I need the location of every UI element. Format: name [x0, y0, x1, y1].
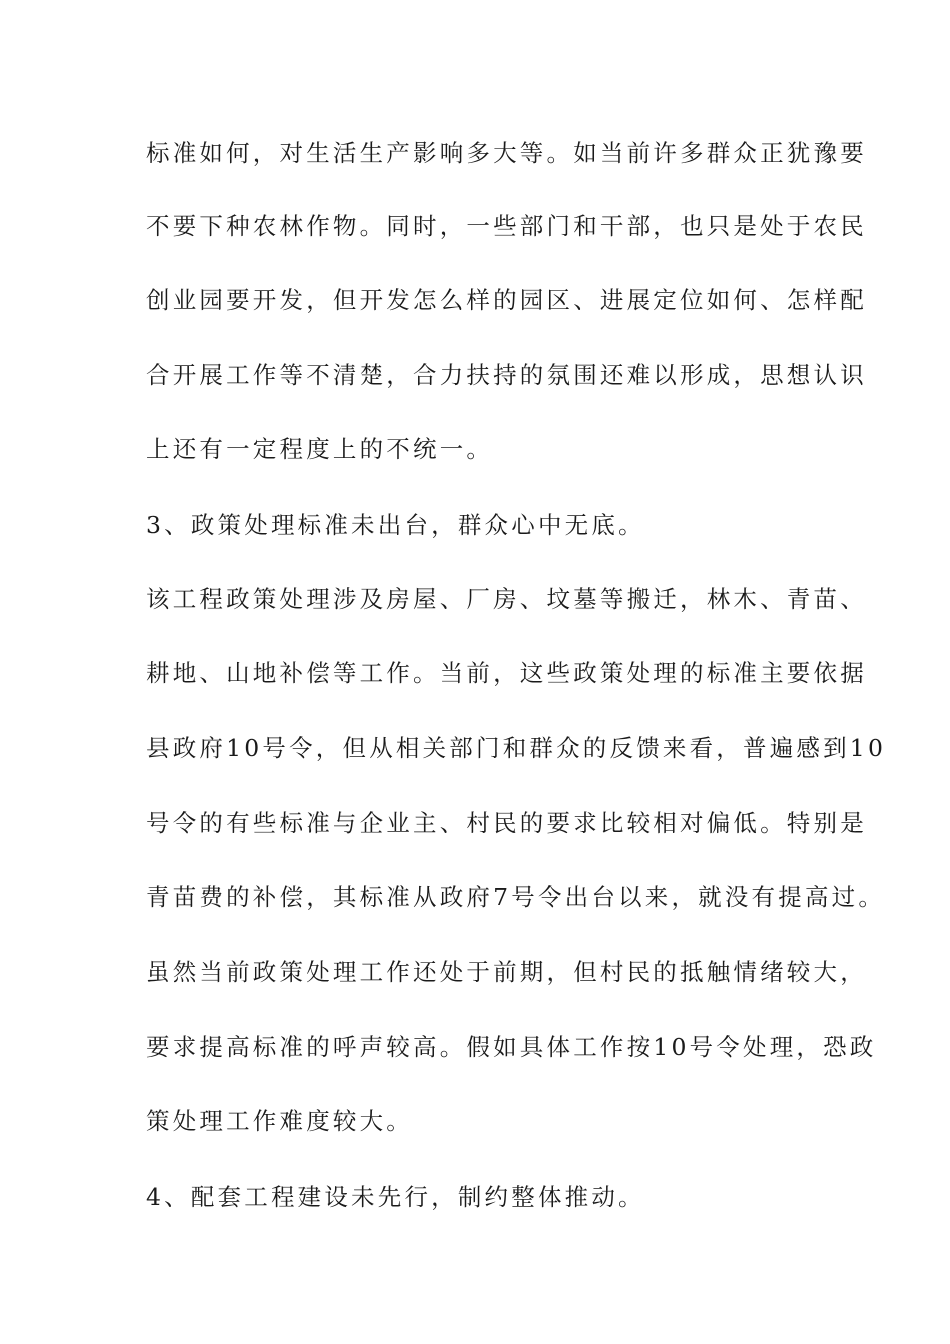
paragraph-line: 创业园要开发，但开发怎么样的园区、进展定位如何、怎样配	[146, 286, 867, 314]
paragraph-line: 虽然当前政策处理工作还处于前期，但村民的抵触情绪较大，	[146, 958, 867, 986]
paragraph-line: 要求提高标准的呼声较高。假如具体工作按10号令处理，恐政	[146, 1033, 877, 1061]
paragraph-line: 策处理工作难度较大。	[146, 1107, 413, 1135]
paragraph-line: 耕地、山地补偿等工作。当前，这些政策处理的标准主要依据	[146, 659, 867, 687]
paragraph-line: 县政府10号令，但从相关部门和群众的反馈来看，普遍感到10	[146, 734, 887, 762]
paragraph-line: 号令的有些标准与企业主、村民的要求比较相对偏低。特别是	[146, 809, 867, 837]
paragraph-line: 合开展工作等不清楚，合力扶持的氛围还难以形成，思想认识	[146, 361, 867, 389]
paragraph-line: 标准如何，对生活生产影响多大等。如当前许多群众正犹豫要	[146, 139, 867, 167]
paragraph-line: 上还有一定程度上的不统一。	[146, 435, 494, 463]
paragraph-line: 不要下种农林作物。同时，一些部门和干部，也只是处于农民	[146, 212, 867, 240]
section-heading: 4、配套工程建设未先行，制约整体推动。	[146, 1183, 645, 1211]
paragraph-line: 青苗费的补偿，其标准从政府7号令出台以来，就没有提高过。	[146, 883, 886, 911]
paragraph-line: 该工程政策处理涉及房屋、厂房、坟墓等搬迁，林木、青苗、	[146, 585, 867, 613]
section-heading: 3、政策处理标准未出台，群众心中无底。	[146, 511, 645, 539]
